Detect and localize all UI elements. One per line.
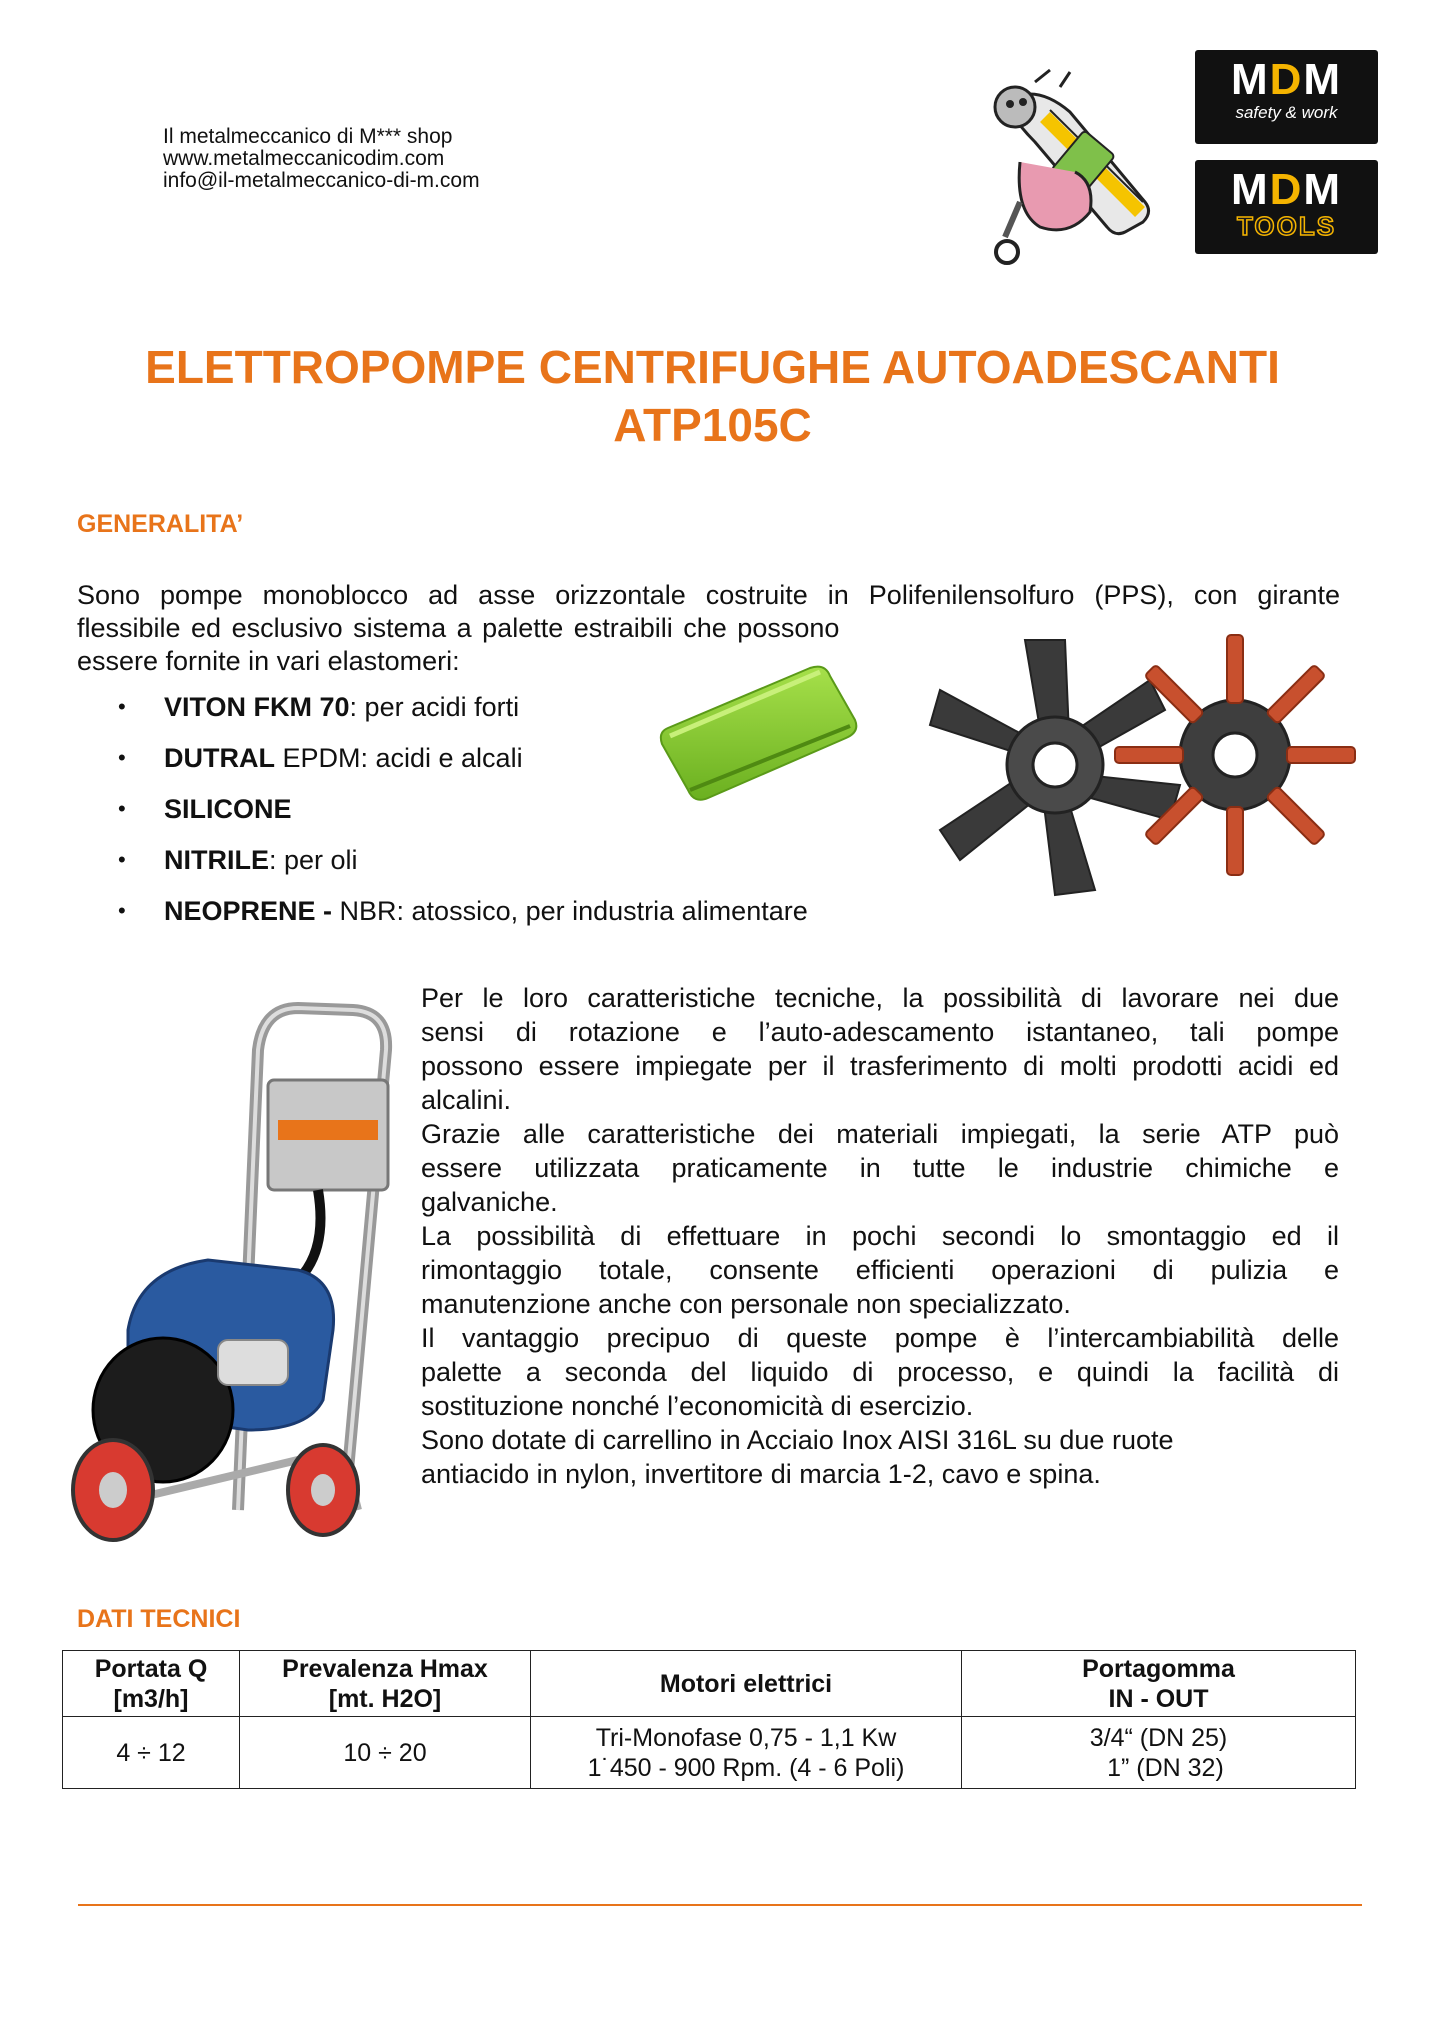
vane-image — [650, 658, 875, 808]
description-line: rimontaggio totale, consente efficienti operazioni di pulizia e — [421, 1255, 1339, 1285]
intro-line-3: essere fornite in vari elastomeri: — [77, 646, 460, 676]
logo-title: MDM — [1230, 165, 1343, 214]
table-cell: Tri-Monofase 0,75 - 1,1 Kw 1˙450 - 900 Rpm. (4 - 6 Poli) — [531, 1717, 962, 1789]
description-line: sostituzione nonché l’economicità di esercizio. — [421, 1391, 974, 1421]
shop-name: Il metalmeccanico di M*** shop — [163, 125, 453, 148]
intro-line-1: Sono pompe monoblocco ad asse orizzontale costruite in Polifenilensolfuro (PPS), con girante — [77, 580, 1340, 610]
mdm-tools-logo — [1195, 160, 1378, 254]
description-line: palette a seconda del liquido di processo, e quindi la facilità di — [421, 1357, 1339, 1387]
table-header-row — [63, 1651, 1356, 1717]
description-line: Sono dotate di carrellino in Acciaio Inox AISI 316L su due ruote — [421, 1425, 1174, 1455]
logo-subtitle: TOOLS — [1236, 211, 1337, 241]
description-line: sensi di rotazione e l’auto-adescamento istantaneo, tali pompe — [421, 1017, 1339, 1047]
description-line: La possibilità di effettuare in pochi secondi lo smontaggio ed il — [421, 1221, 1339, 1251]
logo-title: MDM — [1230, 55, 1343, 104]
description-line: antiacido in nylon, invertitore di marcia 1-2, cavo e spina. — [421, 1459, 1101, 1489]
description-line: Il vantaggio precipuo di queste pompe è l’intercambiabilità delle — [421, 1323, 1339, 1353]
table-cell: 4 ÷ 12 — [63, 1717, 240, 1789]
section-heading-dati-tecnici: DATI TECNICI — [77, 1605, 241, 1633]
description-line: Per le loro caratteristiche tecniche, la possibilità di lavorare nei due — [421, 983, 1339, 1013]
section-heading-generalita: GENERALITA’ — [77, 510, 244, 538]
description-text — [421, 981, 1339, 1491]
list-item: • DUTRAL EPDM: acidi e alcali — [118, 741, 808, 792]
list-item: • NEOPRENE - NBR: atossico, per industria alimentare — [118, 894, 808, 945]
logo-subtitle: safety & work — [1235, 103, 1338, 122]
header-cell: Prevalenza Hmax [mt. H2O] — [240, 1651, 531, 1717]
description-line: manutenzione anche con personale non specializzato. — [421, 1289, 1071, 1319]
list-item: • NITRILE: per oli — [118, 843, 808, 894]
description-line: alcalini. — [421, 1085, 512, 1115]
table-row — [63, 1717, 1356, 1789]
intro-line-2: flessibile ed esclusivo sistema a palette estraibili che possono — [77, 613, 840, 643]
description-line: Grazie alle caratteristiche dei materiali impiegati, la serie ATP può — [421, 1119, 1339, 1149]
header-cell: Portata Q [m3/h] — [63, 1651, 240, 1717]
title-line-2: ATP105C — [613, 399, 812, 451]
caliper-mascot-icon — [975, 62, 1170, 272]
mdm-safety-logo — [1195, 50, 1378, 144]
description-line: essere utilizzata praticamente in tutte le industrie chimiche e — [421, 1153, 1339, 1183]
page-title — [60, 338, 1365, 454]
contact-block — [163, 126, 480, 192]
table-cell: 10 ÷ 20 — [240, 1717, 531, 1789]
header-cell: Motori elettrici — [531, 1651, 962, 1717]
shop-email[interactable]: info@il-metalmeccanico-di-m.com — [163, 169, 480, 192]
list-item: • SILICONE — [118, 792, 808, 843]
header-cell: Portagomma IN - OUT — [962, 1651, 1356, 1717]
table-cell: 3/4“ (DN 25) 1” (DN 32) — [962, 1717, 1356, 1789]
description-line: possono essere impiegate per il trasferimento di molti prodotti acidi ed — [421, 1051, 1339, 1081]
description-line: galvaniche. — [421, 1187, 558, 1217]
shop-website[interactable]: www.metalmeccanicodim.com — [163, 147, 445, 170]
impellers-image — [925, 625, 1365, 900]
specs-table — [62, 1650, 1356, 1789]
pump-trolley-image — [68, 990, 398, 1550]
list-item: • VITON FKM 70: per acidi forti — [118, 690, 808, 741]
title-line-1: ELETTROPOMPE CENTRIFUGHE AUTOADESCANTI — [145, 341, 1280, 393]
footer-divider — [78, 1904, 1362, 1906]
